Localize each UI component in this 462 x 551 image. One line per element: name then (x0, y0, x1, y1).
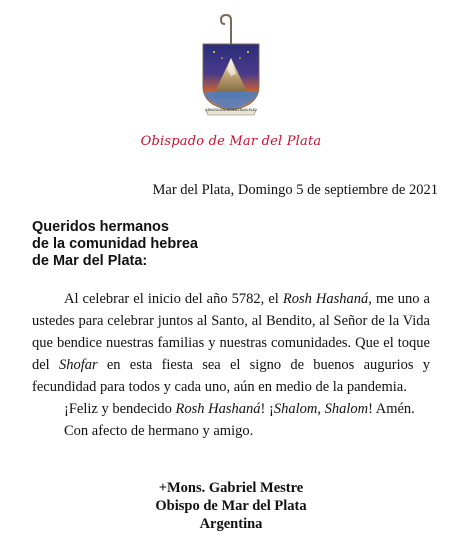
greeting-line: de la comunidad hebrea (32, 236, 198, 252)
paragraph-text: , me uno a ustedes para celebrar juntos al Santo, al Bendito, al Señor de la Vida que bendice nuestras familias y nuestras comunidades. Que el toque del (32, 291, 430, 373)
paragraph-text: ¡Feliz y bendecido (64, 401, 176, 417)
crest-motto: CRISTO EN NOSOTROS FIJO (204, 108, 258, 112)
paragraph-text: ! ¡ (260, 401, 274, 417)
date-line: Mar del Plata, Domingo 5 de septiembre de 2021 (152, 182, 438, 198)
greeting (32, 219, 198, 270)
emphasis-term: Shofar (58, 357, 98, 373)
body-paragraph-1 (32, 288, 430, 398)
emphasis-term: Shalom (324, 401, 369, 417)
paragraph-text: Al celebrar el inicio del año 5782, el (64, 291, 283, 307)
emphasis-term: Rosh Hashaná (175, 401, 261, 417)
body-paragraph-3: Con afecto de hermano y amigo. (64, 423, 254, 439)
emphasis-term: Rosh Hashaná (282, 291, 369, 307)
body-paragraph-2 (32, 398, 430, 420)
greeting-line: de Mar del Plata: (32, 253, 148, 269)
paragraph-text: ! Amén. (368, 401, 415, 417)
letterhead (0, 0, 462, 160)
signer-title: Obispo de Mar del Plata (155, 498, 307, 514)
signer-country: Argentina (199, 516, 263, 532)
emphasis-term: Shalom (273, 401, 318, 417)
paragraph-text: en esta fiesta sea el signo de buenos augurios y fecundidad para todos y cada uno, aún en medio de la pandemia. (32, 357, 430, 395)
greeting-line: Queridos hermanos (32, 219, 169, 235)
signature-block (0, 479, 462, 533)
paragraph-text: , (317, 401, 325, 417)
letter-body (32, 288, 430, 442)
organization-name: Obispado de Mar del Plata (140, 134, 322, 149)
signer-name: +Mons. Gabriel Mestre (158, 480, 304, 496)
